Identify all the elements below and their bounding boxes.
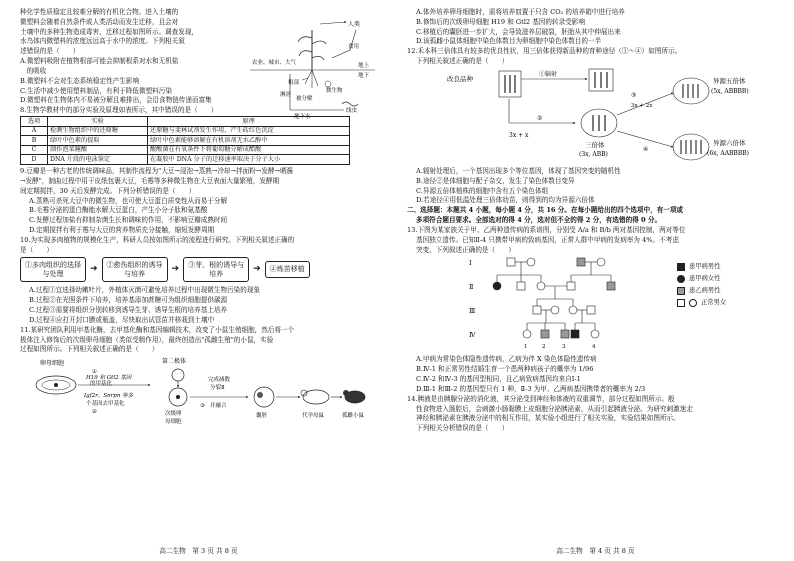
square-filled-icon (677, 263, 685, 271)
fig11-step3: ③ (200, 403, 205, 410)
q8-table-header: 实验 (48, 117, 148, 127)
q12-stem: 12.禾本科三倍体具有较多的优良性状，用三倍体获得新品种的育种途径（①～④）如图所示。 (407, 47, 682, 56)
arrow-right-icon: ➔ (171, 264, 180, 275)
q10-stem-cont: 是（ ） (20, 245, 53, 254)
pedigree-legend (677, 263, 726, 311)
q7-option-a-cont: 的吸收 (20, 66, 47, 75)
q14-stem: 神经和胰泌素在胰液分泌中的相互作用，某实验小组进行了相关实验，实验结果如图所示。 (416, 414, 680, 423)
arrow-right-icon: ➔ (253, 264, 261, 275)
fig11-meiosis: 完成减数 (208, 377, 231, 384)
q8-cell: 绿叶中色素能够溶解在有机溶剂无水乙醇中 (148, 136, 350, 146)
q12-stem: 下列相关叙述正确的是（ ） (416, 57, 509, 66)
legend-item: 患甲病男性 (677, 263, 726, 271)
q8-cell: 在凝胶中 DNA 分子的迁移速率取决于分子大小 (148, 155, 350, 165)
q13-option-c: C.Ⅳ-2 和Ⅳ-3 的基因型相同，且乙病致病基因均来自Ⅰ-1 (416, 375, 581, 384)
q7-intro-line: 水鸟体内微塑料的浓度远远高于水中的浓度。下列相关叙 (20, 37, 185, 46)
fig11-oocyte: 次级卵 (165, 411, 182, 418)
q7-intro-line: 微塑料会随着自然条件或人类活动而发生迁移，且会对 (20, 17, 179, 26)
fig11-oocyte2: 母细胞 (165, 419, 182, 426)
fig11-blastocyst: 囊胚 (256, 413, 268, 420)
gen-label: Ⅲ (469, 307, 476, 316)
fig12-cross: 3x + x (509, 131, 529, 139)
q8-stem: 8.生物学教材中的部分实验及原理如表所示，其中错误的是（ ） (20, 106, 218, 115)
square-gray-icon (677, 287, 685, 295)
fig12-step3: ③ (631, 91, 637, 99)
q13-stem: 突变，下列叙述正确的是（ ） (416, 245, 515, 254)
flow-step-1: ①多肉组织的选择 与处理 (20, 257, 86, 283)
fig12-pent: 异源五倍体 (713, 76, 746, 85)
section-2-heading: 二、选择题：本题共 4 小题，每小题 4 分，共 16 分。在每小题给出的四个选项中，有一项或 (407, 206, 684, 215)
fig11-gene2: Igf2r、Snrpn 等多 (84, 393, 134, 400)
flow-step-4: ④炼苗移植 (265, 261, 310, 278)
q9-option-a: A.蒸熟可杀死大豆中的微生物，也可使大豆蛋白质变性从而易于分解 (29, 196, 228, 205)
fig11-mouse: 孤雌小鼠 (342, 413, 365, 420)
q14-stem: 下列相关分析错误的是（ ） (416, 424, 509, 433)
parthenogenesis-figure (20, 355, 375, 435)
q13-option-a: A.甲病为常染色体隐性遗传病，乙病为伴 X 染色体隐性遗传病 (416, 355, 597, 364)
fig12-hex-sub: (6x, AABBBB) (707, 149, 749, 157)
q12-option-a: A.辐射处理后，一个基因出现多个等位基因，体现了基因突变的随机性 (416, 166, 621, 175)
q9-option-c: C.发酵过程加盐有抑制杂菌生长和调味的作用，不影响豆瓣成熟时间 (29, 216, 228, 225)
breeding-pathway-figure (437, 67, 794, 167)
circle-empty-icon (689, 299, 697, 307)
fig11-step2: ② (92, 409, 97, 416)
legend-item: 正常男女 (677, 299, 726, 307)
fig7-below: 地下 (358, 73, 370, 79)
q7-option-c: C.生活中减少使用塑料制品，有利于降低微塑料污染 (20, 86, 172, 95)
fig12-step4: ④ (643, 145, 649, 153)
fig7-worm: 线虫 (346, 108, 358, 114)
fig12-triploid-sub: (3x, ABB) (579, 150, 608, 158)
q11-option-a: A.体外培养卵母细胞时，需将培养皿置于只含 CO₂ 的培养箱中进行培养 (416, 8, 625, 16)
pedigree-area (407, 255, 778, 355)
q11-option-c: C.移植后的囊胚进一步扩大，会导致滋养层破裂，胚胎从其中伸展出来 (416, 27, 621, 36)
table-row (21, 136, 350, 146)
q8-table-header: 原理 (148, 117, 350, 127)
fig12-variety: 改良品种 (447, 74, 473, 83)
fig11-gene2b: 个基因去甲基化 (86, 401, 125, 408)
q14-stem: 14.胰液是由胰腺分泌的消化液，其分泌受到神经和体液的双重调节，部分过程如图所示。般 (407, 394, 675, 403)
q7-intro-line: 土壤中的多种生物造成毒害，迁移过程如图所示。调查发现， (20, 27, 199, 36)
fig11-gene1b: 的甲基化 (90, 381, 113, 388)
microplastic-migration-figure (250, 14, 380, 126)
q13-option-b: B.Ⅳ-1 和正常男性结婚生育一个患两种病孩子的概率为 1/96 (416, 365, 594, 374)
q10-option-b: B.过程②在光照条件下培养，培养基添加蔗糖可为组织细胞提供碳源 (29, 296, 228, 305)
q10-stem: 10.为实现多肉植物的规模化生产，科研人员按如图所示的流程进行研究。下列相关叙述正确的 (20, 235, 295, 244)
fig12-cross2: 3x + 2x (631, 102, 653, 109)
q10-flowchart (20, 257, 379, 283)
q13-stem: 基因独立遗传。已知Ⅱ-4 只携带甲病的致病基因，正常人群中甲病的发病率为 4%。不考虑 (416, 235, 679, 244)
gen-label: Ⅳ (469, 331, 476, 340)
svg-text:1: 1 (524, 344, 528, 351)
q8-cell: B (21, 136, 48, 146)
q8-cell: 检测生物组织中的还原糖 (48, 126, 148, 136)
q13-stem: 13.下图为某家族关于甲、乙两种遗传病的系谱图，分别受 A/a 和 B/b 两对基因控制，两对等位 (407, 225, 686, 234)
fig11-meiosis3: 并融合 (210, 403, 227, 410)
flow-step-2: ②愈伤组织的诱导 与培养 (102, 257, 168, 283)
q9-option-d: D.定期搅拌有利于霉与大豆的营养物质充分接触，缩短发酵周期 (29, 226, 215, 235)
q8-cell: 绿叶中色素的提取 (48, 136, 148, 146)
page-footer-left: 高二生物 第 3 页 共 8 页 (159, 546, 238, 555)
q7-intro-line: 述错误的是（ ） (20, 47, 80, 56)
fig7-source-label: 农业、城市、大气 (252, 60, 297, 66)
q8-cell: 还原糖与斐林试剂发生作用，产生砖红色沉淀 (148, 126, 350, 136)
fig7-leaching: 淋溶 (280, 92, 292, 98)
page-footer-right: 高二生物 第 4 页 共 8 页 (556, 546, 635, 555)
q14-stem: 性食物进入肠腔后，会刺激小肠黏膜上皮细胞分泌胰泌素，从而引起胰液分泌。为研究刺激迷走 (416, 404, 693, 413)
q9-option-b: B.毛霉分泌的蛋白酶能水解大豆蛋白，产生小分子肽和氨基酸 (29, 206, 208, 215)
q7-option-b: B.微塑料不会对生态系统稳定性产生影响 (20, 76, 140, 85)
q10-option-d: D.过程④应打开封口膜或瓶盖，尽快取出试管苗并移栽到土壤中 (29, 315, 215, 324)
q12-option-c: C.异源五倍体植株的细胞中含有五个染色体组 (416, 186, 549, 195)
q8-table-header: 选项 (21, 117, 48, 127)
q11-option-d: D.该孤雌小鼠体细胞中染色体数目为卵细胞中染色体数目的一半 (416, 37, 602, 46)
fig7-people: 人类 (348, 21, 361, 28)
legend-item: 患乙病男性 (677, 287, 726, 295)
square-empty-icon (677, 299, 685, 307)
q10-option-a: A.过程①宜选择幼嫩叶片，外植体灭菌可避免培养过程中出现微生物污染的现象 (29, 286, 261, 295)
svg-text:4: 4 (592, 344, 596, 351)
q7-option-a: A.微塑料吸附在植物根部可能会抑制根系对水和无机盐 (20, 57, 179, 66)
fig11-surrogate: 代孕母鼠 (302, 413, 325, 420)
fig12-step1: ①辐射 (539, 70, 558, 78)
fig7-groundwater: 地下水 (294, 114, 311, 120)
svg-text:2: 2 (542, 344, 546, 351)
q7-option-d: D.微塑料在生物体内不易被分解且难排出，会沿食物链传递而富集 (20, 96, 212, 105)
fig7-decompose: 被分解 (296, 96, 313, 102)
pedigree-chart (467, 255, 657, 355)
circle-filled-icon (677, 275, 685, 283)
q7-intro-line: 种化学性质稳定且较难分解的有机化合物。进入土壤的 (20, 8, 179, 16)
q11-option-b: B.修饰后的次级卵母细胞 H19 和 Gtl2 基因的转录受影响 (416, 17, 585, 26)
table-row (21, 155, 350, 165)
fig7-microbe: 微生物 (326, 88, 343, 94)
q12-option-b: B.途径②是体细胞与配子杂交，发生了染色体数目变异 (416, 176, 575, 185)
q13-option-d: D.Ⅲ-1 和Ⅲ-2 的基因型只有 1 种，Ⅱ-3 为甲、乙两病基因携带者的概率为 2/3 (416, 384, 646, 393)
q11-stem: 11.某研究团队利用甲基化酶，去甲基化酶和基因编辑技术，改变了小鼠生殖细胞，然后将一个 (20, 325, 295, 334)
q8-cell: C (21, 145, 48, 155)
q8-cell: DNA 片段的电泳鉴定 (48, 155, 148, 165)
fig12-triploid: 三倍体 (585, 140, 605, 149)
section-2-heading-cont: 多项符合题目要求。全部选对的得 4 分，选对但不全的得 2 分，有选错的得 0 分。 (416, 216, 662, 225)
fig12-step2: ② (537, 114, 543, 122)
q8-cell: 酸酸菌在有氧条件下将葡萄糖分解成醋酸 (148, 145, 350, 155)
gen-label: Ⅰ (469, 259, 472, 268)
q9-stem: 间定期搅拌，30 天后发酵完成。下列分析错误的是（ ） (20, 186, 196, 195)
fig11-step1: ① (92, 369, 97, 376)
svg-text:3: 3 (562, 344, 566, 351)
fig7-root: 根部 (288, 80, 300, 86)
q9-stem: →发酵"，制曲过程中用干皮纸包裹大豆，毛霉等多种微生物在大豆表面大量繁殖，发酵期 (20, 176, 280, 185)
q8-cell: A (21, 126, 48, 136)
fig11-meiosis2: 分裂Ⅱ (210, 385, 225, 392)
flow-step-3: ③芽、根的诱导与 培养 (183, 257, 249, 283)
fig7-eat: 食用 (348, 44, 360, 50)
legend-item: 患甲病女性 (677, 275, 726, 283)
q8-cell: 制作泡菜腌酸 (48, 145, 148, 155)
fig12-pent-sub: (5x, ABBBB) (711, 87, 749, 95)
table-row (21, 145, 350, 155)
fig11-gene1: H19 和 Gtl2 基因 (86, 375, 132, 382)
fig11-polar: 第二极体 (162, 358, 187, 366)
q12-option-d: D.若途径④用低温处理三倍体幼苗，则得到的均为异源六倍体 (416, 196, 595, 205)
fig7-above: 地上 (358, 63, 370, 69)
fig11-egg: 卵母细胞 (40, 360, 65, 368)
q10-option-c: C.过程③需要将组织分别转移到诱导生芽、诱导生根的培养基上培养 (29, 306, 228, 315)
q9-stem: 9.豆瓣是一种古老的传统调味品，其制作流程为"大豆→浸泡→蒸熟→冷却→拌面粉→发酵→晒酱 (20, 167, 294, 176)
fig12-hex: 异源六倍体 (713, 138, 746, 147)
q11-stem: 极体注入修饰后的次级卵母细胞（类似受精作用），最终创造出"孤雌生殖"的小鼠，实验 (20, 335, 274, 344)
arrow-right-icon: ➔ (90, 264, 98, 275)
right-page (397, 0, 794, 561)
q11-stem: 过程如图所示。下列相关叙述正确的是（ ） (20, 345, 159, 354)
table-row (21, 126, 350, 136)
q8-cell: D (21, 155, 48, 165)
gen-label: Ⅱ (469, 283, 474, 292)
